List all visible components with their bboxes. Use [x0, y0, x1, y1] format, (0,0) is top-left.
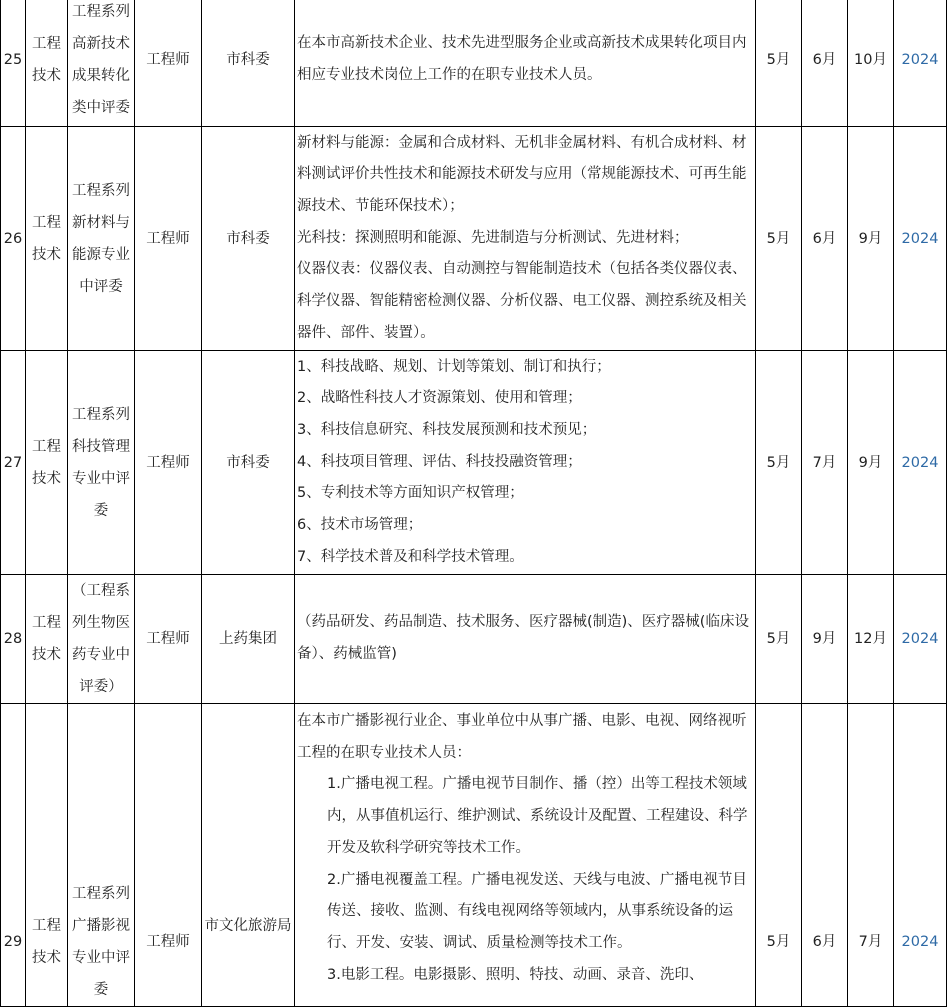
committee-cell: 工程系列高新技术成果转化类中评委: [68, 0, 135, 127]
description-line: 6、技术市场管理；: [297, 517, 423, 534]
description-line: 1、科技战略、规划、计划等策划、制订和执行；: [297, 358, 611, 375]
month-cell-2: 6月: [802, 704, 848, 1007]
month-cell-3: 7月: [848, 704, 894, 1007]
row-number: 25: [1, 0, 26, 127]
year-cell: 2024: [894, 0, 947, 127]
title-cell: 工程师: [135, 351, 202, 575]
month-cell-1: 5月: [756, 704, 802, 1007]
category-cell: 工程技术: [26, 575, 68, 704]
month-cell-3: 9月: [848, 351, 894, 575]
row-number: 28: [1, 575, 26, 704]
org-cell: 市科委: [202, 351, 295, 575]
description-line: 5、专利技术等方面知识产权管理；: [297, 485, 524, 502]
title-cell: 工程师: [135, 575, 202, 704]
month-cell-3: 10月: [848, 0, 894, 127]
committee-cell: 工程系列新材料与能源专业中评委: [68, 127, 135, 351]
committee-cell: （工程系列生物医药专业中评委）: [68, 575, 135, 704]
description-line: 2、战略性科技人才资源策划、使用和管理；: [297, 390, 582, 407]
org-cell: 市科委: [202, 0, 295, 127]
description-item: 3.电影工程。电影摄影、照明、特技、动画、录音、洗印、: [327, 966, 704, 983]
row-number: 26: [1, 127, 26, 351]
month-cell-1: 5月: [756, 127, 802, 351]
year-cell: 2024: [894, 351, 947, 575]
description-line: 7、科学技术普及和科学技术管理。: [297, 548, 524, 565]
month-cell-2: 9月: [802, 575, 848, 704]
description-cell: [295, 704, 756, 1007]
description-intro: 在本市广播影视行业企、事业单位中从事广播、电影、电视、网络视听工程的在职专业技术人员：: [297, 713, 747, 761]
title-cell: 工程师: [135, 127, 202, 351]
table-row: [1, 0, 947, 127]
title-cell: 工程师: [135, 704, 202, 1007]
month-cell-1: 5月: [756, 351, 802, 575]
committee-cell: 工程系列科技管理专业中评委: [68, 351, 135, 575]
table-row: [1, 351, 947, 575]
description-line: 3、科技信息研究、科技发展预测和技术预见；: [297, 421, 597, 438]
month-cell-3: 12月: [848, 575, 894, 704]
description-line: 光科技：探测照明和能源、先进制造与分析测试、先进材料；: [297, 229, 689, 246]
description-item: 2.广播电视覆盖工程。广播电视发送、天线与电波、广播电视节目传送、接收、监测、有线电视网络等领域内，从事系统设备的运行、开发、安装、调试、质量检测等技术工作。: [327, 871, 747, 951]
month-cell-1: 5月: [756, 0, 802, 127]
month-cell-2: 6月: [802, 0, 848, 127]
title-cell: 工程师: [135, 0, 202, 127]
description-line: 在本市高新技术企业、技术先进型服务企业或高新技术成果转化项目内相应专业技术岗位上工作的在职专业技术人员。: [297, 34, 747, 83]
description-line: 4、科技项目管理、评估、科技投融资管理；: [297, 453, 582, 470]
row-number: 29: [1, 704, 26, 1007]
category-cell: 工程技术: [26, 0, 68, 127]
description-item: 1.广播电视工程。广播电视节目制作、播（控）出等工程技术领域内，从事值机运行、维护测试、系统设计及配置、工程建设、科学开发及软科学研究等技术工作。: [327, 776, 748, 856]
month-cell-3: 9月: [848, 127, 894, 351]
table-row: [1, 127, 947, 351]
year-cell: 2024: [894, 704, 947, 1007]
org-cell: 上药集团: [202, 575, 295, 704]
org-cell: 市文化旅游局: [202, 704, 295, 1007]
table-row: [1, 704, 947, 1007]
month-cell-2: 6月: [802, 127, 848, 351]
row-number: 27: [1, 351, 26, 575]
committee-cell: 工程系列广播影视专业中评委: [68, 704, 135, 1007]
description-cell: [295, 351, 756, 575]
year-cell: 2024: [894, 127, 947, 351]
org-cell: 市科委: [202, 127, 295, 351]
description-cell: [295, 127, 756, 351]
description-cell: [295, 575, 756, 704]
description-line: 仪器仪表：仪器仪表、自动测控与智能制造技术（包括各类仪器仪表、科学仪器、智能精密检测仪器、分析仪器、电工仪器、测控系统及相关器件、部件、装置）。: [297, 261, 747, 341]
category-cell: 工程技术: [26, 704, 68, 1007]
category-cell: 工程技术: [26, 351, 68, 575]
description-line: 新材料与能源：金属和合成材料、无机非金属材料、有机合成材料、材料测试评价共性技术和能源技术研发与应用（常规能源技术、可再生能源技术、节能环保技术）；: [297, 134, 747, 214]
month-cell-1: 5月: [756, 575, 802, 704]
table-row: [1, 575, 947, 704]
category-cell: 工程技术: [26, 127, 68, 351]
description-cell: [295, 0, 756, 127]
description-line: （药品研发、药品制造、技术服务、医疗器械(制造)、医疗器械(临床设备）、药械监管): [297, 614, 749, 662]
year-cell: 2024: [894, 575, 947, 704]
month-cell-2: 7月: [802, 351, 848, 575]
